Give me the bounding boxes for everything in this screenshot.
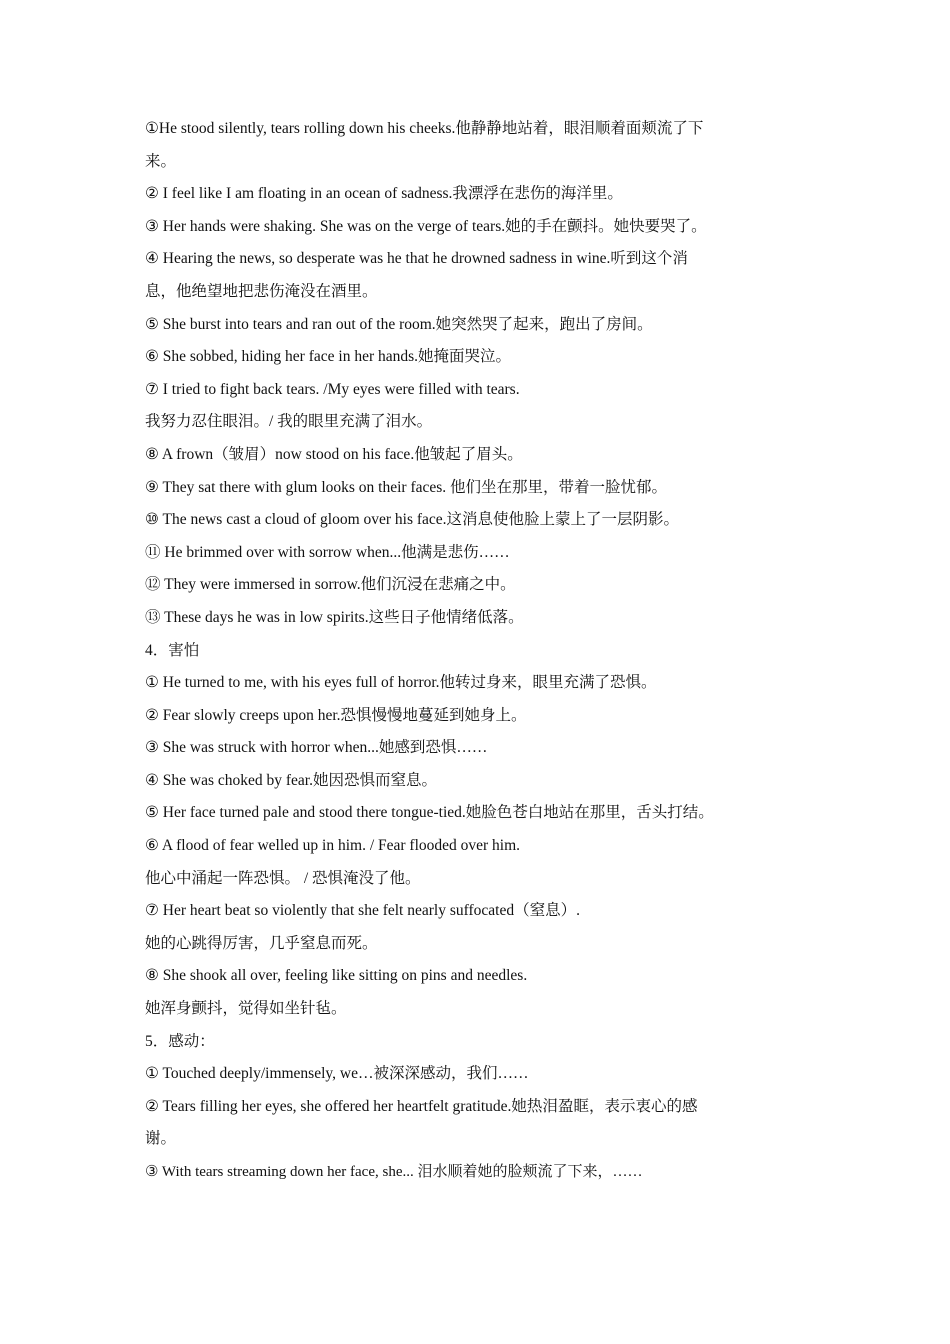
- text-line: ①He stood silently, tears rolling down his cheeks.他静静地站着，眼泪顺着面颊流了下: [145, 120, 704, 137]
- text-line: ⑥ She sobbed, hiding her face in her hands.她掩面哭泣。: [145, 348, 512, 366]
- text-line: ① Touched deeply/immensely, we…被深深感动，我们……: [145, 1065, 529, 1083]
- section-heading-moved: 5．感动：: [145, 1032, 215, 1050]
- text-line: 他心中涌起一阵恐惧。 / 恐惧淹没了他。: [145, 869, 421, 887]
- text-line: 我努力忍住眼泪。/ 我的眼里充满了泪水。: [145, 413, 433, 431]
- text-line: ⑥ A flood of fear welled up in him. / Fear flooded over him.: [145, 837, 521, 855]
- text-line: ② Fear slowly creeps upon her.恐惧慢慢地蔓延到她身上。: [145, 706, 527, 724]
- text-line: ⑦ Her heart beat so violently that she felt nearly suffocated（窒息）.: [145, 902, 580, 920]
- text-line: ⑦ I tried to fight back tears. /My eyes were filled with tears.: [145, 380, 520, 398]
- text-line: ③ Her hands were shaking. She was on the verge of tears.她的手在颤抖。她快要哭了。: [145, 217, 707, 235]
- text-line: ⑨ They sat there with glum looks on their faces. 他们坐在那里，带着一脸忧郁。: [145, 478, 668, 496]
- text-line: ③ She was struck with horror when...她感到恐惧……: [145, 739, 488, 757]
- text-line: 谢。: [145, 1130, 177, 1148]
- text-line: ⑪ He brimmed over with sorrow when...他满是悲伤……: [145, 543, 510, 561]
- text-line: ② I feel like I am floating in an ocean of sadness.我漂浮在悲伤的海洋里。: [145, 185, 623, 203]
- text-line: ④ She was choked by fear.她因恐惧而窒息。: [145, 771, 437, 789]
- text-line: ⑫ They were immersed in sorrow.他们沉浸在悲痛之中。: [145, 576, 516, 594]
- text-line: ① He turned to me, with his eyes full of horror.他转过身来，眼里充满了恐惧。: [145, 674, 657, 692]
- text-line: ③ With tears streaming down her face, she... 泪水顺着她的脸颊流了下来，……: [145, 1164, 643, 1180]
- text-line: ⑧ She shook all over, feeling like sitting on pins and needles.: [145, 967, 528, 985]
- text-line: 她的心跳得厉害，几乎窒息而死。: [145, 934, 378, 952]
- text-line: ⑬ These days he was in low spirits.这些日子他情绪低落。: [145, 608, 524, 626]
- section-heading-fear: 4．害怕: [145, 641, 200, 659]
- text-line: 息，他绝望地把悲伤淹没在酒里。: [145, 282, 378, 300]
- text-line: ④ Hearing the news, so desperate was he that he drowned sadness in wine.听到这个消: [145, 250, 688, 268]
- text-line: 来。: [145, 152, 177, 170]
- text-line: ⑧ A frown（皱眉）now stood on his face.他皱起了眉头。: [145, 445, 523, 463]
- document-body: [145, 113, 815, 1189]
- text-line: 她浑身颤抖，觉得如坐针毡。: [145, 1000, 347, 1018]
- text-line: ⑤ Her face turned pale and stood there tongue-tied.她脸色苍白地站在那里，舌头打结。: [145, 804, 714, 822]
- text-line: ⑤ She burst into tears and ran out of the room.她突然哭了起来，跑出了房间。: [145, 315, 653, 333]
- text-line: ⑩ The news cast a cloud of gloom over his face.这消息使他脸上蒙上了一层阴影。: [145, 511, 680, 529]
- text-line: ② Tears filling her eyes, she offered her heartfelt gratitude.她热泪盈眶，表示衷心的感: [145, 1097, 698, 1115]
